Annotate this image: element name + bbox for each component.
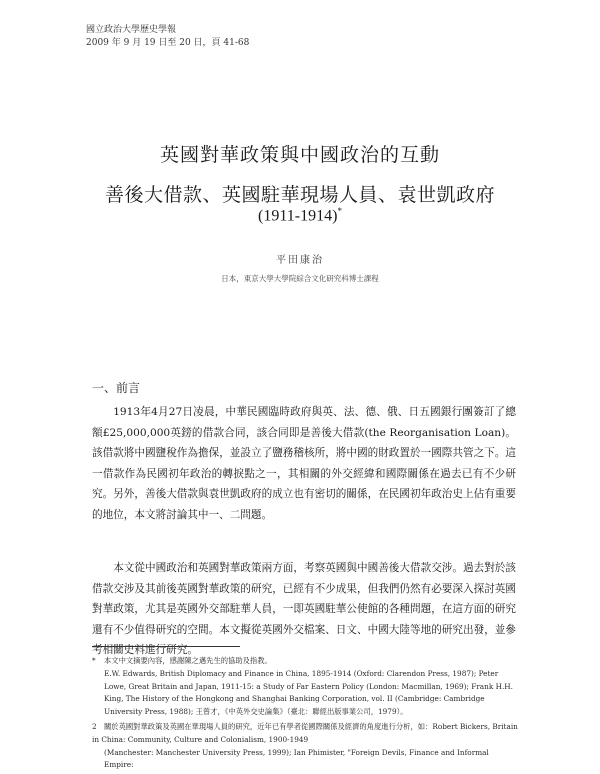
footnotes bbox=[92, 655, 520, 774]
title-footnote-marker: * bbox=[337, 206, 342, 216]
footnote-divider bbox=[92, 646, 240, 647]
paragraph-text: 1913年4月27日凌晨，中華民國臨時政府與英、法、德、俄、日五國銀行團簽訂了總額£25,000,000英鎊的借款合同，該合同即是善後大借款(the Reorganisation Loan)。該借款將中國鹽稅作為擔保，並設立了鹽務稽核所，將中國的財政置於一國際共管之下。這一借款作為民國初年政治的轉捩點之一，其相關的外交經緯和國際關係在過去已有不少研究。另外，善後大借款與袁世凱政府的成立也有密切的關係，在民國初年政治史上佔有重要的地位，本文將討論其中一、二問題。 bbox=[92, 406, 516, 521]
paragraph-text: 本文從中國政治和英國對華政策兩方面，考察英國與中國善後大借款交涉。過去對於該借款交涉及其前後英國對華政策的研究，已經有不少成果，但我們仍然有必要深入探討英國對華政策，尤其是英國外交部駐華人員，一即英國駐華公使館的各種問題，在這方面的研究還有不少值得研究的空間。本文擬從英國外交檔案、日文、中國大陸等地的研究出發，並參考相關史料進行研究。 bbox=[92, 562, 516, 656]
title-years: (1911-1914) bbox=[258, 207, 338, 225]
title-line-2: 善後大借款、英國駐華現場人員、袁世凱政府 bbox=[104, 184, 495, 206]
author-name: 平田康治 bbox=[276, 255, 324, 266]
running-header bbox=[86, 24, 249, 50]
conference-date-pages: 2009 年 9 月 19 日至 20 日，頁 41-68 bbox=[86, 38, 250, 48]
section-heading: 一、前言 bbox=[92, 381, 141, 395]
footnote bbox=[92, 655, 520, 719]
footnote-text: 關於英國對華政策及英國在華現場人員的研究，近年已有學者從國際關係及經濟的角度進行分析，如：Robert Bickers, Britain in China: Community, Culture and Colonialism, 1900-1949 bbox=[92, 721, 518, 744]
author-affiliation: 日本，東京大學大學院綜合文化研究科博士課程 bbox=[221, 274, 379, 283]
title-line-3 bbox=[0, 206, 600, 225]
body-paragraph-1 bbox=[92, 402, 516, 525]
journal-name: 國立政治大學歷史學報 bbox=[86, 25, 177, 35]
title-line-1: 英國對華政策與中國政治的互動 bbox=[159, 144, 440, 166]
footnote-continuation: (Manchester: Manchester University Press, 1999); Ian Phimister, "Foreign Devils, Finance and Informal Empire: bbox=[104, 747, 489, 770]
footnote-number: 2 bbox=[92, 721, 97, 731]
footnote bbox=[92, 721, 520, 772]
footnote-continuation: E.W. Edwards, British Diplomacy and Finance in China, 1895-1914 (Oxford: Clarendon Press, 1987); Peter Lowe, Great Britain and Japan, 1911-15: a Study of Far Eastern Policy (London: Macmillan, 1969); Frank H.H. King, The History of the Hongkong and Shanghai Banking Corporation, vol. II (Cambridge: Cambridge University Press, 1988); 王曾才，《中英外交史論集》（臺北：聯經出版事業公司，1979）。 bbox=[104, 668, 513, 717]
footnote-text: 本文中文摘要內容，感謝陳之邁先生的協助及指教。 bbox=[104, 656, 272, 665]
footnote-number: * bbox=[92, 656, 96, 665]
